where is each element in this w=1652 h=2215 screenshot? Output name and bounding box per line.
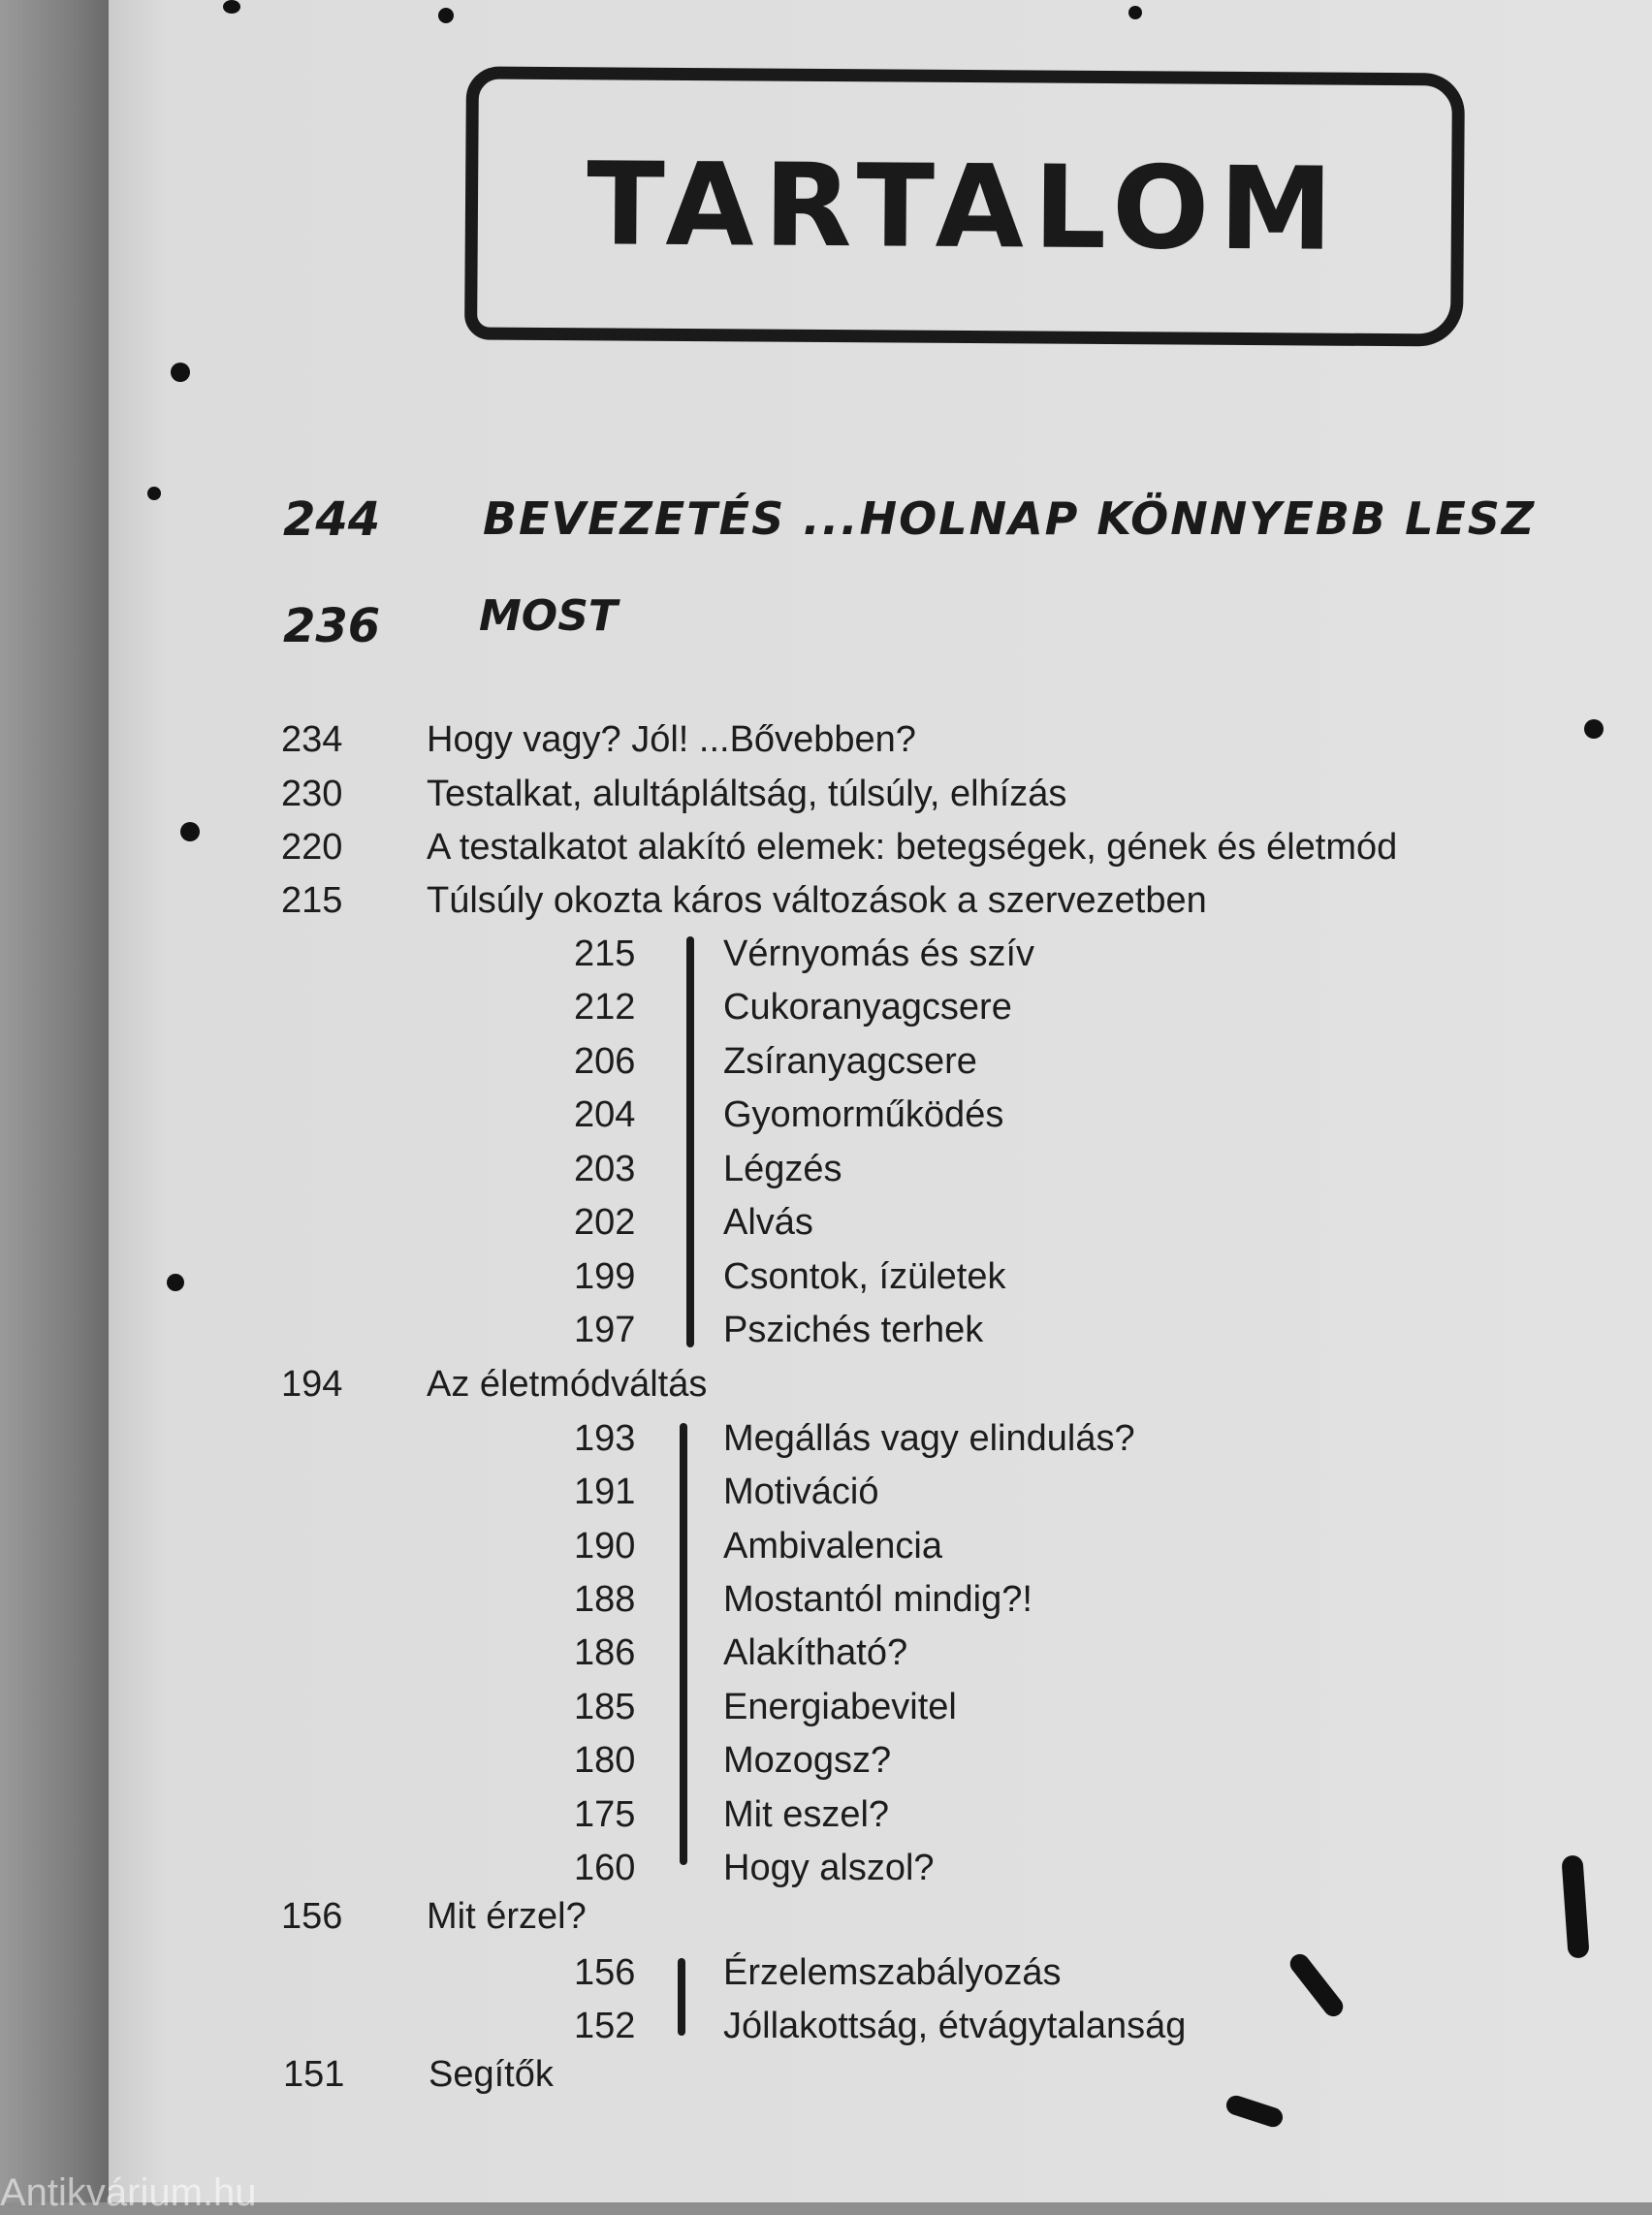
toc-page-number: 156 <box>574 1952 636 1993</box>
toc-label: Ambivalencia <box>723 1526 942 1566</box>
toc-page-number: 215 <box>574 933 636 974</box>
toc-page-number: 190 <box>574 1526 636 1566</box>
decorative-dot <box>438 8 454 23</box>
toc-page-number: 202 <box>574 1202 636 1243</box>
toc-label: Zsíranyagcsere <box>723 1041 977 1082</box>
toc-page-number: 197 <box>574 1310 636 1350</box>
toc-page-number: 156 <box>281 1896 343 1937</box>
heading-page-number: 244 <box>283 492 381 547</box>
section-divider-line <box>686 936 694 1347</box>
toc-page-number: 152 <box>574 2006 636 2046</box>
toc-label: Hogy alszol? <box>723 1848 935 1888</box>
toc-page-number: 194 <box>281 1364 343 1405</box>
toc-page-number: 175 <box>574 1794 636 1835</box>
toc-label: Mozogsz? <box>723 1740 892 1781</box>
decorative-dot <box>180 822 200 841</box>
toc-label: Vérnyomás és szív <box>723 933 1034 974</box>
toc-label: Segítők <box>429 2054 554 2095</box>
toc-page-number: 230 <box>281 774 343 814</box>
toc-label: Alvás <box>723 1202 813 1243</box>
page-title: TARTALOM <box>586 137 1344 276</box>
toc-label: Hogy vagy? Jól! ...Bővebben? <box>427 719 916 760</box>
toc-page-number: 160 <box>574 1848 636 1888</box>
decorative-dot <box>147 487 161 500</box>
toc-page-number: 186 <box>574 1632 636 1673</box>
heading-label: MOST <box>479 591 618 641</box>
toc-page-number: 188 <box>574 1579 636 1620</box>
toc-label: Cukoranyagcsere <box>723 987 1012 1028</box>
toc-label: A testalkatot alakító elemek: betegségek, gének és életmód <box>427 827 1398 868</box>
decorative-dot <box>167 1274 184 1291</box>
toc-page-number: 204 <box>574 1094 636 1135</box>
toc-page-number: 191 <box>574 1471 636 1512</box>
toc-page-number: 206 <box>574 1041 636 1082</box>
toc-page-number: 199 <box>574 1256 636 1297</box>
toc-page-number: 185 <box>574 1687 636 1727</box>
toc-label: Gyomorműködés <box>723 1094 1004 1135</box>
decorative-dot <box>1128 6 1142 19</box>
toc-label: Jóllakottság, étvágytalanság <box>723 2006 1187 2046</box>
toc-page-number: 180 <box>574 1740 636 1781</box>
toc-label: Légzés <box>723 1149 842 1189</box>
toc-label: Érzelemszabályozás <box>723 1952 1062 1993</box>
heading-label: BEVEZETÉS ...HOLNAP KÖNNYEBB LESZ <box>483 492 1537 545</box>
watermark: Antikvárium.hu <box>0 2171 257 2214</box>
toc-page-number: 151 <box>283 2054 345 2095</box>
book-spine-shadow <box>0 0 109 2202</box>
toc-label: Megállás vagy elindulás? <box>723 1418 1135 1459</box>
toc-label: Túlsúly okozta káros változások a szervezetben <box>427 880 1207 921</box>
toc-label: Az életmódváltás <box>427 1364 708 1405</box>
title-frame <box>464 66 1465 346</box>
toc-label: Energiabevitel <box>723 1687 957 1727</box>
toc-page-number: 220 <box>281 827 343 868</box>
toc-label: Mostantól mindig?! <box>723 1579 1032 1620</box>
toc-label: Mit érzel? <box>427 1896 587 1937</box>
toc-label: Motiváció <box>723 1471 879 1512</box>
decorative-dot <box>223 0 240 14</box>
toc-page-number: 203 <box>574 1149 636 1189</box>
toc-page-number: 193 <box>574 1418 636 1459</box>
toc-label: Testalkat, alultápláltság, túlsúly, elhízás <box>427 774 1067 814</box>
toc-page-number: 215 <box>281 880 343 921</box>
section-divider-line <box>680 1423 687 1865</box>
section-divider-line <box>678 1958 685 2036</box>
toc-page-number: 234 <box>281 719 343 760</box>
toc-page-number: 212 <box>574 987 636 1028</box>
decorative-dot <box>171 363 190 382</box>
toc-label: Pszichés terhek <box>723 1310 984 1350</box>
heading-page-number: 236 <box>283 599 381 653</box>
toc-label: Mit eszel? <box>723 1794 890 1835</box>
toc-label: Csontok, ízületek <box>723 1256 1006 1297</box>
decorative-dot <box>1584 719 1604 739</box>
toc-label: Alakítható? <box>723 1632 908 1673</box>
